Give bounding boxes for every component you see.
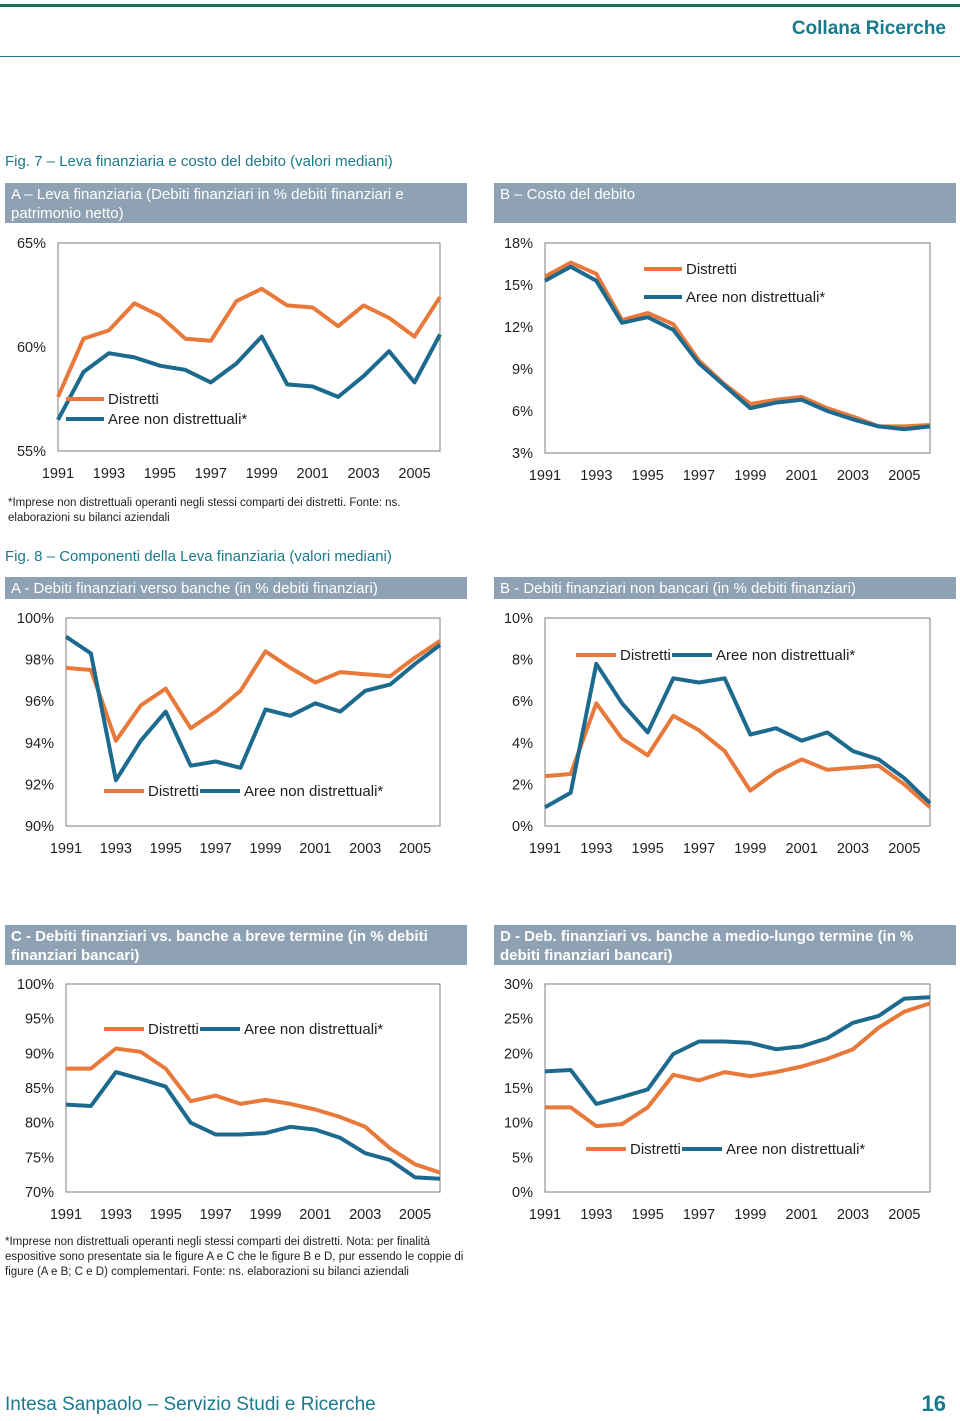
fig8A-legend <box>104 783 383 800</box>
fig8A-x-tick-label: 1991 <box>49 841 83 857</box>
fig8B-x-tick-label: 1991 <box>528 841 562 857</box>
fig8A-x-tick-label: 1993 <box>99 841 132 857</box>
fig8C-x-tick-label: 1995 <box>149 1207 182 1223</box>
fig7A-x-tick-label: 1997 <box>194 466 227 482</box>
fig7A-x-tick-label: 2003 <box>347 466 380 482</box>
fig8B-legend-label-distretti: Distretti <box>620 647 671 664</box>
fig8C-chart <box>17 977 440 1223</box>
fig8A-x-tick-label: 2001 <box>299 841 332 857</box>
fig7A-y-tick-label: 60% <box>16 340 46 356</box>
fig8C-y-tick-label: 75% <box>24 1150 54 1167</box>
fig8C-legend <box>104 1021 383 1038</box>
fig8D-legend <box>586 1141 865 1158</box>
fig7B-x-tick-label: 2003 <box>836 468 870 484</box>
fig7B-x-tick-label: 2001 <box>785 468 818 484</box>
fig7A-legend <box>66 391 247 428</box>
fig8C-y-tick-label: 95% <box>24 1011 54 1028</box>
fig7-panelA-title: A – Leva finanziaria (Debiti finanziari in % debiti finanziari e patrimonio netto) <box>5 183 467 223</box>
fig8-panelC-title: C - Debiti finanziari vs. banche a breve termine (in % debiti finanziari bancari) <box>5 925 467 965</box>
fig7B-chart <box>504 236 930 484</box>
fig8-panelD-title: D - Deb. finanziari vs. banche a medio-lungo termine (in % debiti finanziari bancari) <box>494 925 956 965</box>
fig8C-series-distretti-line <box>66 1049 440 1173</box>
fig8D-legend-label-aree-non-distrettuali: Aree non distrettuali* <box>726 1141 866 1158</box>
fig8D-x-tick-label: 1991 <box>528 1207 562 1223</box>
fig8C-legend-label-distretti: Distretti <box>148 1021 199 1038</box>
fig8D-y-tick-label: 0% <box>512 1185 533 1201</box>
fig7A-x-tick-label: 2001 <box>296 466 329 482</box>
fig8A-y-tick-label: 94% <box>24 735 54 752</box>
fig8D-y-tick-label: 20% <box>503 1046 533 1063</box>
fig8A-x-tick-label: 2005 <box>398 841 432 857</box>
fig8D-y-tick-label: 30% <box>503 977 533 993</box>
fig7B-x-tick-label: 1993 <box>580 468 613 484</box>
fig7A-x-tick-label: 2005 <box>398 466 431 482</box>
fig8C-x-tick-label: 1991 <box>49 1207 83 1223</box>
fig8A-y-tick-label: 90% <box>24 819 54 835</box>
fig7-note: *Imprese non distrettuali operanti negli stessi comparti dei distretti. Fonte: ns. elaborazioni su bilanci aziendali <box>8 497 401 524</box>
fig8C-plot-frame <box>66 984 440 1192</box>
fig7A-y-tick-label: 55% <box>16 444 46 460</box>
fig7B-x-tick-label: 1999 <box>734 468 767 484</box>
fig8D-series-distretti-line <box>545 1003 930 1126</box>
fig7A-legend-label-aree-non-distrettuali: Aree non distrettuali* <box>108 411 248 428</box>
fig8B-x-tick-label: 2005 <box>888 841 921 857</box>
fig8C-y-tick-label: 70% <box>24 1185 54 1201</box>
fig7A-y-tick-label: 65% <box>16 236 46 252</box>
fig8C-y-tick-label: 80% <box>24 1115 54 1132</box>
fig8A-series-aree-non-distrettuali-line <box>66 637 440 781</box>
fig7B-y-tick-label: 6% <box>512 404 533 420</box>
fig8D-x-tick-label: 2005 <box>888 1207 921 1223</box>
fig8B-y-tick-label: 10% <box>503 611 533 627</box>
footer-page-number: 16 <box>921 1391 946 1416</box>
fig8A-x-tick-label: 2003 <box>349 841 382 857</box>
fig8B-legend-label-aree-non-distrettuali: Aree non distrettuali* <box>716 647 856 664</box>
fig8C-legend-label-aree-non-distrettuali: Aree non distrettuali* <box>244 1021 384 1038</box>
fig7B-legend-label-distretti: Distretti <box>686 261 737 278</box>
fig7B-legend <box>644 261 825 306</box>
fig8D-series-aree-non-distrettuali-line <box>545 997 930 1104</box>
fig8-note: *Imprese non distrettuali operanti negli stessi comparti dei distretti. Nota: per finalità espositive sono presentate sia le figure A e C che le figure B e D, pur essendo le coppie di figure (A e B; C e D) complementari. Fonte: ns. elaborazioni su bilanci aziendali <box>5 1236 464 1278</box>
fig7A-x-tick-label: 1993 <box>92 466 126 482</box>
fig8A-x-tick-label: 1999 <box>249 841 282 857</box>
fig8D-x-tick-label: 2003 <box>836 1207 870 1223</box>
fig7B-y-tick-label: 9% <box>512 362 533 378</box>
fig8B-x-tick-label: 1997 <box>682 841 716 857</box>
fig8-panelA-title: A - Debiti finanziari verso banche (in % debiti finanziari) <box>5 577 467 599</box>
fig8A-legend-label-aree-non-distrettuali: Aree non distrettuali* <box>244 783 384 800</box>
fig8C-x-tick-label: 2001 <box>299 1207 332 1223</box>
fig8B-y-tick-label: 8% <box>512 652 533 669</box>
fig8B-y-tick-label: 6% <box>512 694 533 711</box>
fig8C-x-tick-label: 1993 <box>99 1207 132 1223</box>
fig7B-plot-frame <box>545 243 930 453</box>
fig8A-y-tick-label: 92% <box>24 777 54 794</box>
fig7A-series-distretti-line <box>58 289 440 397</box>
fig7-title: Fig. 7 – Leva finanziaria e costo del debito (valori mediani) <box>5 153 393 170</box>
fig7A-legend-label-distretti: Distretti <box>108 391 159 408</box>
fig8D-x-tick-label: 1993 <box>580 1207 613 1223</box>
fig8D-plot-frame <box>545 984 930 1192</box>
fig7B-x-tick-label: 1997 <box>682 468 716 484</box>
fig8A-x-tick-label: 1995 <box>149 841 182 857</box>
fig7-panelB-title: B – Costo del debito <box>494 183 956 223</box>
fig7B-y-tick-label: 3% <box>512 446 533 462</box>
fig8D-x-tick-label: 1997 <box>682 1207 716 1223</box>
fig8B-legend <box>576 647 855 664</box>
fig7A-x-tick-label: 1999 <box>245 466 278 482</box>
fig8A-y-tick-label: 96% <box>24 694 54 711</box>
fig7B-y-tick-label: 15% <box>503 278 533 294</box>
fig8B-series-aree-non-distrettuali-line <box>545 664 930 808</box>
fig8D-y-tick-label: 25% <box>503 1011 533 1028</box>
fig8A-x-tick-label: 1997 <box>199 841 232 857</box>
fig7B-legend-label-aree-non-distrettuali: Aree non distrettuali* <box>686 289 826 306</box>
header-title: Collana Ricerche <box>791 18 946 39</box>
fig7B-x-tick-label: 1995 <box>631 468 664 484</box>
fig8D-x-tick-label: 1999 <box>734 1207 767 1223</box>
fig8C-y-tick-label: 90% <box>24 1046 54 1063</box>
fig8B-chart <box>504 611 930 857</box>
fig8B-x-tick-label: 2001 <box>785 841 818 857</box>
footer-publisher: Intesa Sanpaolo – Servizio Studi e Ricerche <box>5 1394 376 1415</box>
fig8D-x-tick-label: 2001 <box>785 1207 818 1223</box>
fig8-title: Fig. 8 – Componenti della Leva finanziaria (valori mediani) <box>5 548 392 565</box>
fig8C-x-tick-label: 1999 <box>249 1207 282 1223</box>
fig8C-x-tick-label: 2005 <box>398 1207 432 1223</box>
fig7B-x-tick-label: 2005 <box>888 468 921 484</box>
fig8D-y-tick-label: 10% <box>503 1115 533 1132</box>
fig8B-y-tick-label: 0% <box>512 819 533 835</box>
fig8A-series-distretti-line <box>66 641 440 741</box>
fig8C-series-aree-non-distrettuali-line <box>66 1072 440 1179</box>
fig8A-y-tick-label: 100% <box>16 611 54 627</box>
fig8C-x-tick-label: 1997 <box>199 1207 232 1223</box>
fig8A-legend-label-distretti: Distretti <box>148 783 199 800</box>
fig8B-x-tick-label: 2003 <box>836 841 870 857</box>
fig8C-y-tick-label: 85% <box>24 1081 54 1097</box>
fig7A-chart <box>17 236 440 482</box>
fig8D-chart <box>504 977 930 1223</box>
fig8B-x-tick-label: 1995 <box>631 841 664 857</box>
fig8B-y-tick-label: 4% <box>512 735 533 752</box>
fig8C-y-tick-label: 100% <box>16 977 54 993</box>
fig8D-y-tick-label: 15% <box>503 1081 533 1097</box>
fig8D-legend-label-distretti: Distretti <box>630 1141 681 1158</box>
fig7B-y-tick-label: 18% <box>503 236 533 252</box>
fig7B-series-distretti-line <box>545 263 930 427</box>
fig8B-x-tick-label: 1999 <box>734 841 767 857</box>
fig8B-x-tick-label: 1993 <box>580 841 613 857</box>
fig7B-x-tick-label: 1991 <box>528 468 562 484</box>
fig7B-y-tick-label: 12% <box>503 320 533 336</box>
fig8D-x-tick-label: 1995 <box>631 1207 664 1223</box>
fig8-panelB-title: B - Debiti finanziari non bancari (in % debiti finanziari) <box>494 577 956 599</box>
fig7A-x-tick-label: 1995 <box>143 466 176 482</box>
fig8A-y-tick-label: 98% <box>24 652 54 669</box>
fig8B-y-tick-label: 2% <box>512 777 533 794</box>
fig8A-chart <box>17 611 440 857</box>
fig8D-y-tick-label: 5% <box>512 1150 533 1167</box>
fig7A-x-tick-label: 1991 <box>41 466 75 482</box>
fig8C-x-tick-label: 2003 <box>349 1207 382 1223</box>
